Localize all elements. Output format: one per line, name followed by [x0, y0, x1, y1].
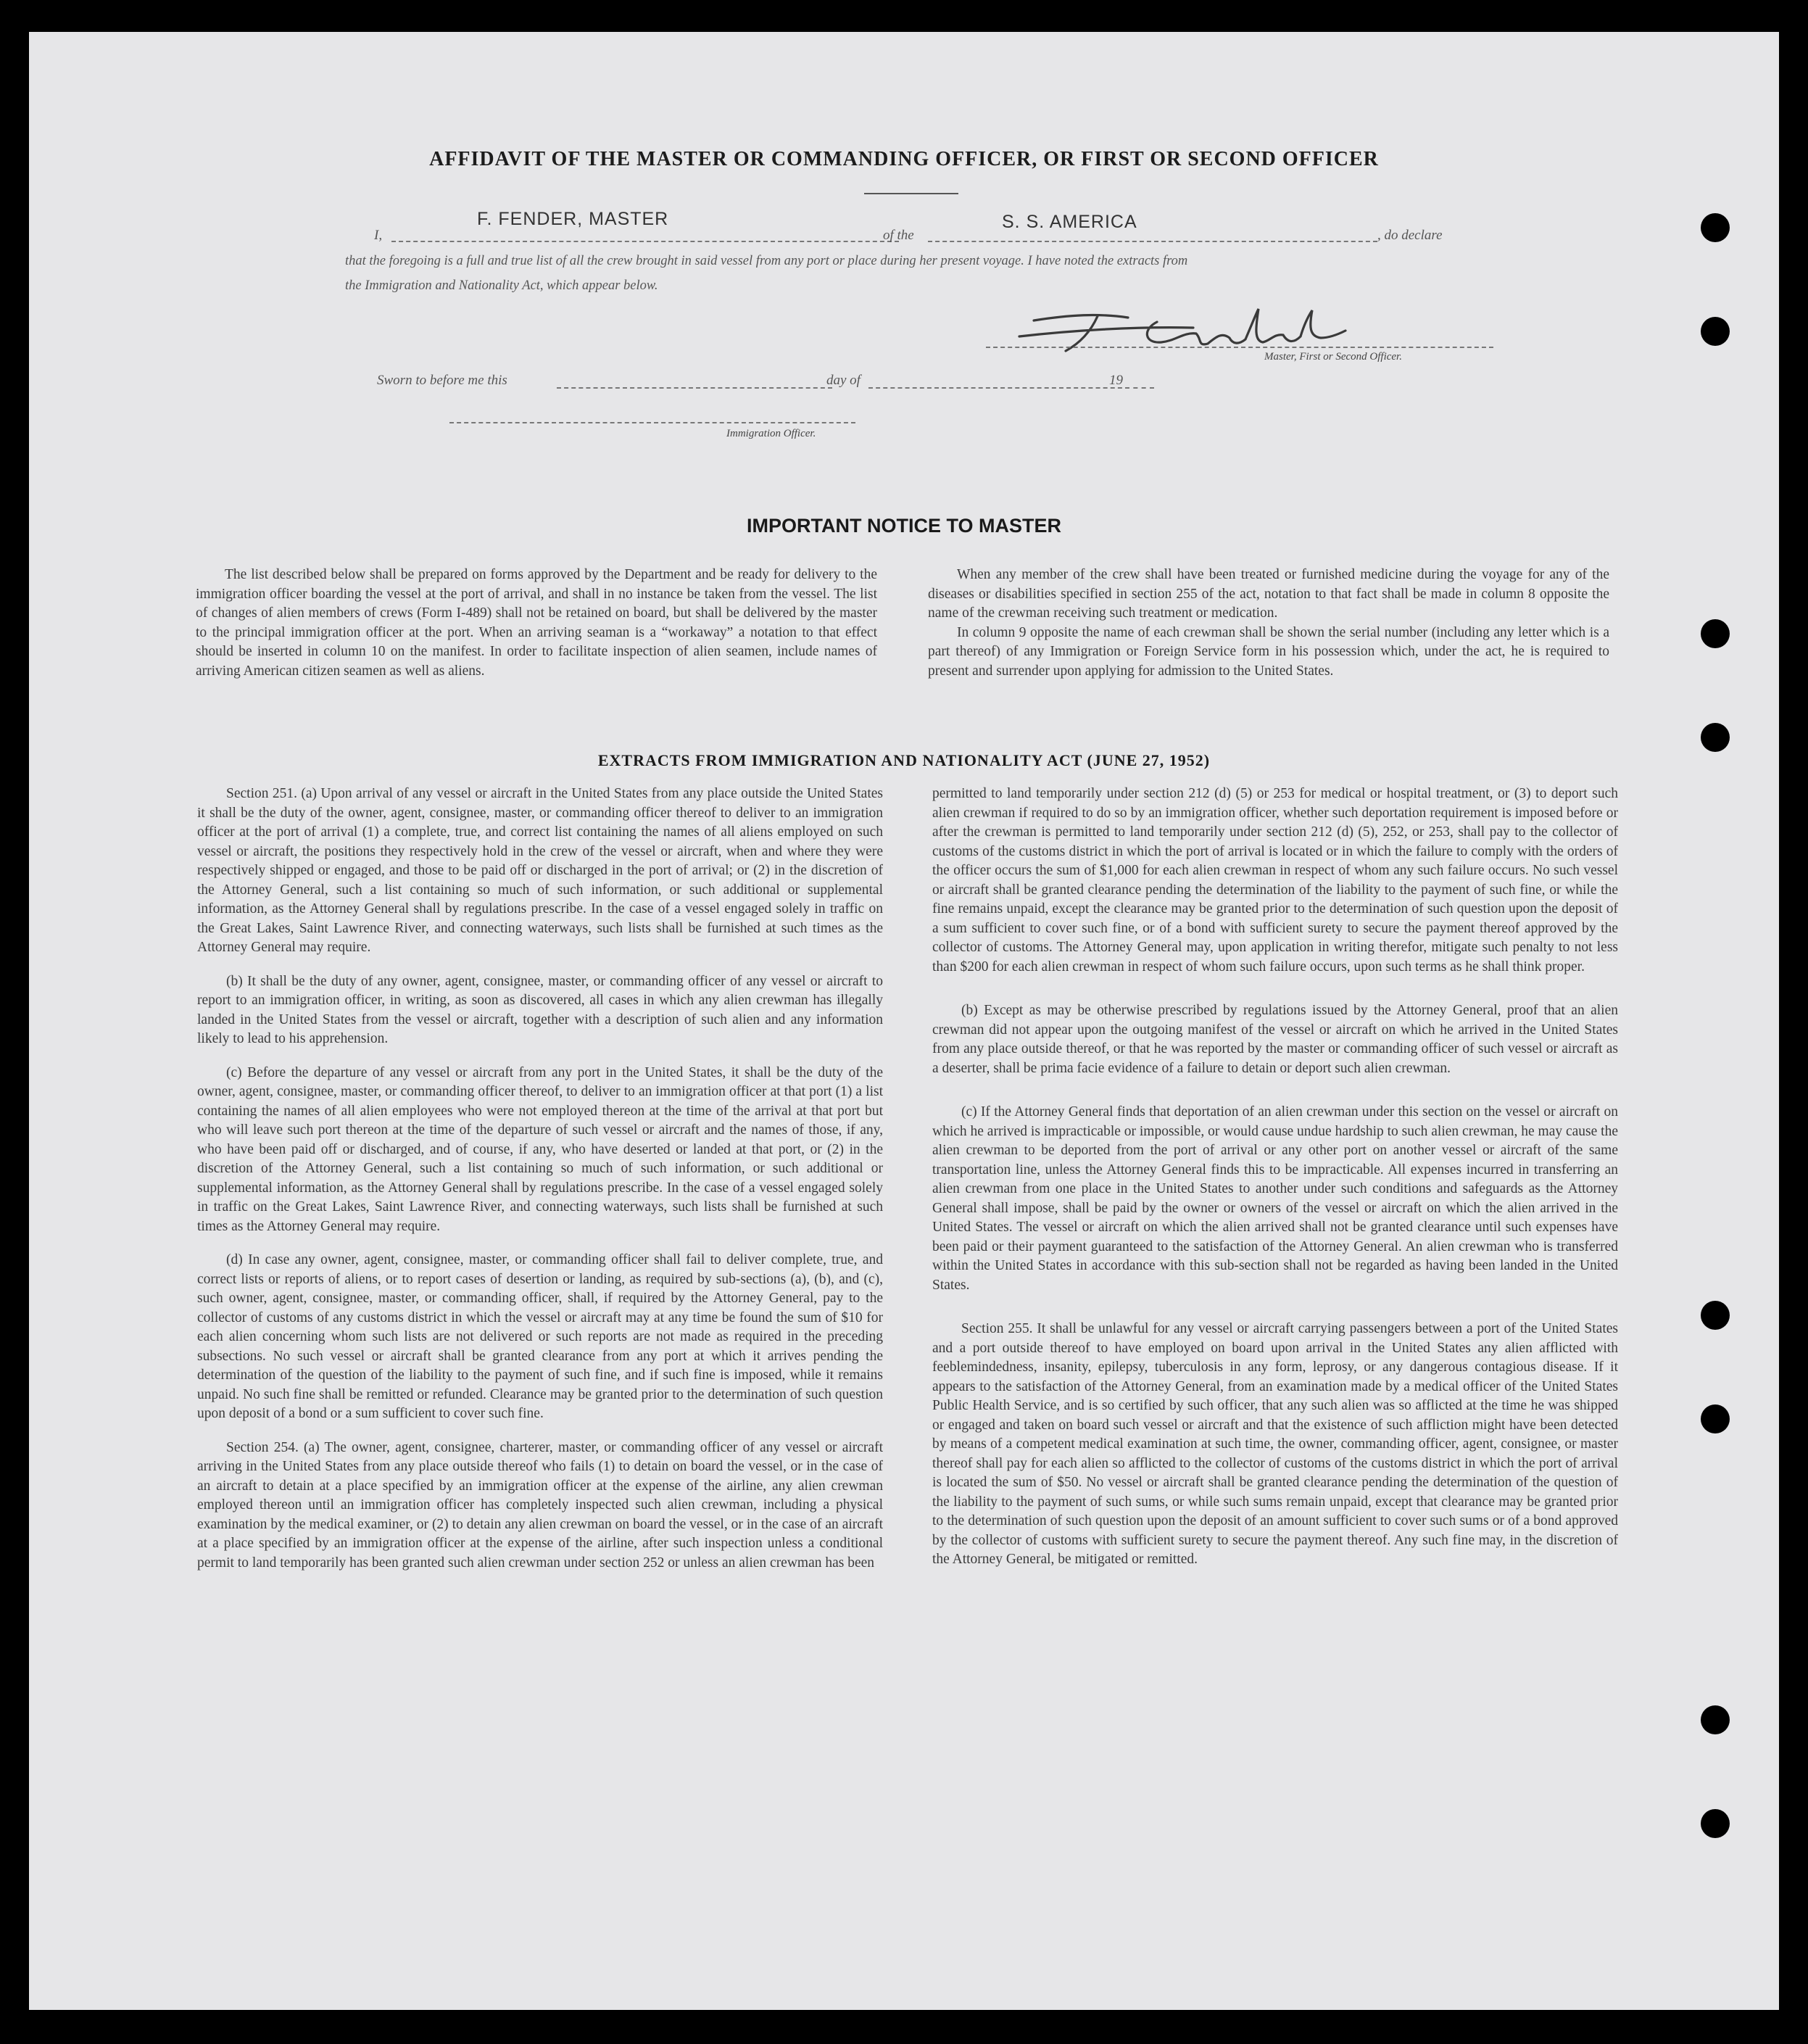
day-of-label: day of [826, 373, 861, 388]
pre-name-label: I, [374, 228, 383, 243]
vessel-line [928, 241, 1377, 242]
notice-title: IMPORTANT NOTICE TO MASTER [747, 515, 1061, 537]
signature-caption: Master, First or Second Officer. [1264, 351, 1402, 363]
notice-right-paragraph-1: When any member of the crew shall have been treated or furnished medicine during the voyage for any of the diseases or disabilities specified in section 255 of the act, notation to that fact shall be made in column 8 opposite the name of the crewman receiving such treatment or medication. [928, 567, 1609, 621]
punch-hole [1701, 1809, 1730, 1838]
year-label: 19 [1109, 373, 1123, 388]
notice-right-column [928, 566, 1609, 681]
punch-hole [1701, 1301, 1730, 1330]
officer-caption: Immigration Officer. [726, 428, 816, 439]
affidavit-title: AFFIDAVIT OF THE MASTER OR COMMANDING OFFICER, OR FIRST OR SECOND OFFICER [429, 148, 1379, 170]
affidavit-line-3: the Immigration and Nationality Act, which appear below. [345, 278, 658, 293]
punch-hole [1701, 1705, 1730, 1734]
section-254-c: (c) If the Attorney General finds that deportation of an alien crewman under this section on the vessel or aircraft on which he arrived is impracticable or impossible, or would cause undue hardship to such alien crewman, he may cause the alien crewman to be deported from the port of arrival or any other port on another vessel or aircraft of the same transportation line, unless the Attorney General finds this to be impracticable. All expenses incurred in transferring an alien crewman from one place in the United States to another under such conditions and safeguards as the Attorney General shall impose, shall be paid by the owner or owners of the vessel or aircraft on which the alien arrived in the United States. The vessel or aircraft on which the alien arrived shall not be granted clearance until such expenses have been paid or their payment guaranteed to the satisfaction of the Attorney General. An alien crewman who is transferred within the United States in accordance with this sub-section shall not be regarded as having been landed in the United States. [932, 1104, 1618, 1293]
section-251-a: Section 251. (a) Upon arrival of any vessel or aircraft in the United States from any place outside the United States it shall be the duty of the owner, agent, consignee, master, or commanding officer thereof to deliver to an immigration officer at the port of arrival (1) a complete, true, and correct list containing the names of all aliens employed on such vessel or aircraft, the positions they respectively hold in the crew of the vessel or aircraft, when and where they were respectively shipped or engaged, and those to be paid off or discharged in the port of arrival; or (2) in the discretion of the Attorney General, such a list containing so much of such information, or such additional or supplemental information, as the Attorney General shall by regulations prescribe. In the case of a vessel engaged solely in traffic on the Great Lakes, Saint Lawrence River, and connecting waterways, such lists shall be furnished at such times as the Attorney General may require. [197, 786, 883, 955]
notice-right-paragraph-2: In column 9 opposite the name of each crewman shall be shown the serial number (including any letter which is a part thereof) of any Immigration or Foreign Service form in his possession which, under the act, he is required to present and surrender upon applying for admission to the United States. [928, 624, 1609, 679]
punch-hole [1701, 1404, 1730, 1433]
section-251-b: (b) It shall be the duty of any owner, agent, consignee, master, or commanding officer of any vessel or aircraft to report to an immigration officer, in writing, as soon as discovered, all cases in which any alien crewman has illegally landed in the United States from the vessel or aircraft, together with a description of such alien and any information likely to lead to his apprehension. [197, 973, 883, 1046]
notice-left-paragraph: The list described below shall be prepared on forms approved by the Department and be ready for delivery to the immigration officer boarding the vessel at the port of arrival, and shall in no instance be taken from the vessel. The list of changes of alien members of crews (Form I-489) shall not be retained on board, but shall be delivered by the master to the principal immigration officer at the port. When an arriving seaman is a “workaway” a notation to that effect should be inserted in column 10 on the manifest. In order to facilitate inspection of alien seamen, include names of arriving American citizen seamen as well as aliens. [196, 567, 877, 679]
notice-left-column [196, 566, 877, 681]
punch-hole [1701, 213, 1730, 242]
section-251-d: (d) In case any owner, agent, consignee, master, or commanding officer shall fail to deliver complete, true, and correct lists or reports of aliens, or to report cases of desertion or landing, as required by sub-sections (a), (b), and (c), such owner, agent, consignee, master, or commanding officer, shall, if required by the Attorney General, pay to the collector of customs of any customs district in which the vessel or aircraft may at any time be found the sum of $10 for each alien concerning whom such lists are not delivered or such reports are not made as required in the preceding subsections. No such vessel or aircraft shall be granted clearance from any port at which it arrives pending the determination of the question of the liability to the payment of such fine, and if such fine is imposed, while it remains unpaid. No such fine shall be remitted or refunded. Clearance may be granted prior to the determination of such question upon deposit of a bond or a sum sufficient to cover such fine. [197, 1252, 883, 1421]
section-254-a: Section 254. (a) The owner, agent, consignee, charterer, master, or commanding officer of any vessel or aircraft arriving in the United States from any place outside thereof who fails (1) to detain on board the vessel, or in the case of an aircraft to detain at a place specified by an immigration officer at the expense of the airline, any alien crewman employed thereon until an immigration officer has completely inspected such alien crewman, including a physical examination by the medical examiner, or (2) to detain any alien crewman on board the vessel, or in the case of an aircraft at a place specified by an immigration officer at the expense of the airline, after such inspection unless a conditional permit to land temporarily has been granted such alien crewman under section 252 or unless an alien crewman has been [197, 1439, 883, 1571]
affidavit-line-2: that the foregoing is a full and true list of all the crew brought in said vessel from any port or place during her present voyage. I have noted the extracts from [345, 254, 1188, 268]
declare-label: , do declare [1377, 228, 1443, 243]
extracts-title: EXTRACTS FROM IMMIGRATION AND NATIONALITY ACT (JUNE 27, 1952) [597, 751, 1211, 769]
signature-text [1044, 307, 1047, 308]
signature-line [986, 347, 1493, 348]
of-the-label: of the [883, 228, 914, 243]
punch-hole [1701, 317, 1730, 346]
title-rule [864, 193, 958, 194]
section-254-a-continued: permitted to land temporarily under section 212 (d) (5) or 253 for medical or hospital treatment, or (3) to deport such alien crewman if required to do so by an immigration officer, whether such deportation requirement is imposed before or after the crewman is permitted to land temporarily under section 212 (d) (5), 252, or 253, shall pay to the collector of customs of the customs district in which the port of arrival is located or in which the failure to comply with the orders of the officer occurs the sum of $1,000 for each alien crewman in respect of whom any such failure occurs. No such vessel or aircraft shall be granted clearance pending the determination of the liability to the payment of such fine, or while the fine remains unpaid, except the clearance may be granted prior to the determination of such question upon the deposit of a sum sufficient to cover such fine, or of a bond with sufficient surety to secure the payment thereof approved by the collector of customs. The Attorney General may, upon application in writing therefor, mitigate such penalty to not less than $200 for each alien crewman in respect of whom such failure occurs, upon such terms as he shall think proper. [932, 786, 1618, 975]
name-line [391, 241, 899, 242]
sworn-line [557, 387, 832, 389]
punch-hole [1701, 723, 1730, 752]
day-line [868, 387, 1129, 389]
extracts-left-column [197, 785, 883, 1573]
extracts-right-column [932, 785, 1618, 1570]
sworn-label: Sworn to before me this [377, 373, 507, 388]
master-name: F. FENDER, MASTER [477, 209, 669, 229]
punch-hole [1701, 619, 1730, 648]
section-254-b: (b) Except as may be otherwise prescribed by regulations issued by the Attorney General, proof that an alien crewman did not appear upon the outgoing manifest of the vessel or aircraft on which he arrived in the United States from any place outside thereof, or that he was reported by the master or commanding officer of such vessel or aircraft as a deserter, shall be prima facie evidence of a failure to detain or deport such alien crewman. [932, 1003, 1618, 1076]
vessel-name: S. S. AMERICA [1002, 212, 1137, 232]
year-line [1125, 387, 1154, 389]
document-page [29, 32, 1779, 2010]
section-251-c: (c) Before the departure of any vessel or aircraft from any port in the United States, it shall be the duty of the owner, agent, consignee, master, or commanding officer thereof, to deliver to an immigration officer at that port (1) a list containing the names of all alien employees who were not employed thereon at the time of the arrival at that port but who will leave such port thereon at the time of the departure of such vessel or aircraft and the names of those, if any, who have been paid off or discharged, and of course, if any, who have deserted or landed at that port, or (2) in the discretion of the Attorney General, such a list containing so much of such information, or such additional or supplemental information, as the Attorney General shall by regulations prescribe. In the case of a vessel engaged solely in traffic on the Great Lakes, Saint Lawrence River, and connecting waterways, such lists shall be furnished at such times as the Attorney General may require. [197, 1064, 883, 1234]
officer-line [449, 422, 855, 423]
section-255: Section 255. It shall be unlawful for any vessel or aircraft carrying passengers between a port of the United States and a port outside thereof to have employed on board upon arrival in the United States any alien afflicted with feeblemindedness, insanity, epilepsy, tuberculosis in any form, leprosy, or any dangerous contagious disease. If it appears to the satisfaction of the Attorney General, from an examination made by a medical officer of the United States Public Health Service, and is so certified by such officer, that any such alien was so afflicted at the time he was shipped or engaged and taken on board such vessel or aircraft and that the existence of such affliction might have been detected by means of a competent medical examination at such time, the owner, commanding officer, agent, consignee, or master thereof shall pay for each alien so afflicted to the collector of customs of the customs district in which the port of arrival is located the sum of $50. No vessel or aircraft shall be granted clearance pending the determination of the question of the liability to the payment of such sums, or while such sums remain unpaid, except that clearance may be granted prior to the determination of such question upon the deposit of an amount sufficient to cover such sums or of a bond approved by the collector of customs with sufficient surety to secure the payment thereof. Any such fine may, in the discretion of the Attorney General, be mitigated or remitted. [932, 1321, 1618, 1567]
